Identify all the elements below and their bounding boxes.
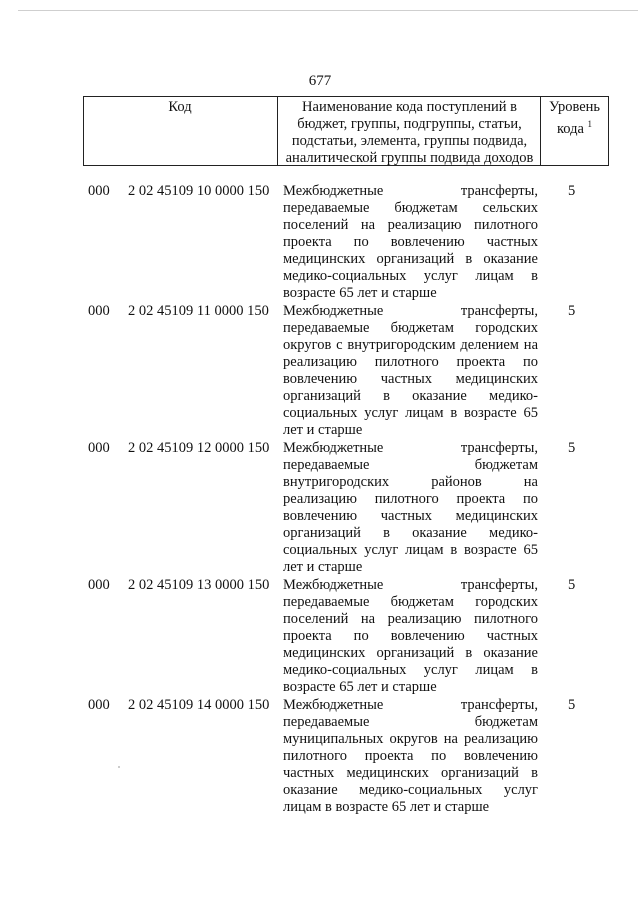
row-name: Межбюджетные трансферты, передаваемые бюджетам городских поселений на реализацию пилотного проекта по вовлечению частных медицинских организаций в оказание медико-социальных услуг лицам в возрасте 65 лет и старше — [283, 577, 538, 695]
row-admin-code: 000 — [88, 697, 110, 713]
table-row — [0, 183, 640, 302]
table-header — [83, 96, 609, 166]
row-admin-code: 000 — [88, 440, 110, 456]
row-level: 5 — [568, 440, 576, 456]
row-income-code: 2 02 45109 12 0000 150 — [128, 440, 270, 456]
row-income-code: 2 02 45109 11 0000 150 — [128, 303, 269, 319]
header-level — [541, 99, 608, 138]
header-level-footnote: 1 — [587, 119, 593, 129]
table-row — [0, 577, 640, 696]
row-admin-code: 000 — [88, 303, 110, 319]
scan-speck — [118, 766, 120, 768]
table-body — [0, 183, 640, 817]
page-number: 677 — [308, 73, 332, 89]
row-level: 5 — [568, 303, 576, 319]
row-income-code: 2 02 45109 14 0000 150 — [128, 697, 270, 713]
header-level-label: Уровень кода — [548, 99, 601, 137]
table-row — [0, 440, 640, 576]
header-name: Наименование кода поступлений в бюджет, группы, подгруппы, статьи, подстатьи, элемента, группы подвида, аналитической группы подвида доходов — [285, 99, 534, 166]
row-name: Межбюджетные трансферты, передаваемые бюджетам сельских поселений на реализацию пилотного проекта по вовлечению частных медицинских организаций в оказание медико-социальных услуг лицам в возрасте 65 лет и старше — [283, 183, 538, 301]
table-row — [0, 697, 640, 816]
header-code: Код — [168, 99, 192, 115]
row-level: 5 — [568, 697, 576, 713]
row-name: Межбюджетные трансферты, передаваемые бюджетам городских округов с внутригородским делением на реализацию пилотного проекта по вовлечению частных медицинских организаций в оказание медико-социальных услуг лицам в возрасте 65 лет и старше — [283, 303, 538, 438]
row-admin-code: 000 — [88, 183, 110, 199]
page-top-edge — [18, 10, 638, 11]
header-divider — [608, 97, 609, 165]
table-row — [0, 303, 640, 439]
header-divider — [277, 97, 278, 165]
row-admin-code: 000 — [88, 577, 110, 593]
row-income-code: 2 02 45109 13 0000 150 — [128, 577, 270, 593]
row-name: Межбюджетные трансферты, передаваемые бюджетам муниципальных округов на реализацию пилотного проекта по вовлечению частных медицинских организаций в оказание медико-социальных услуг лицам в возрасте 65 лет и старше — [283, 697, 538, 815]
row-name: Межбюджетные трансферты, передаваемые бюджетам внутригородских районов на реализацию пилотного проекта по вовлечению частных медицинских организаций в оказание медико-социальных услуг лицам в возрасте 65 лет и старше — [283, 440, 538, 575]
row-level: 5 — [568, 577, 576, 593]
row-level: 5 — [568, 183, 576, 199]
row-income-code: 2 02 45109 10 0000 150 — [128, 183, 270, 199]
